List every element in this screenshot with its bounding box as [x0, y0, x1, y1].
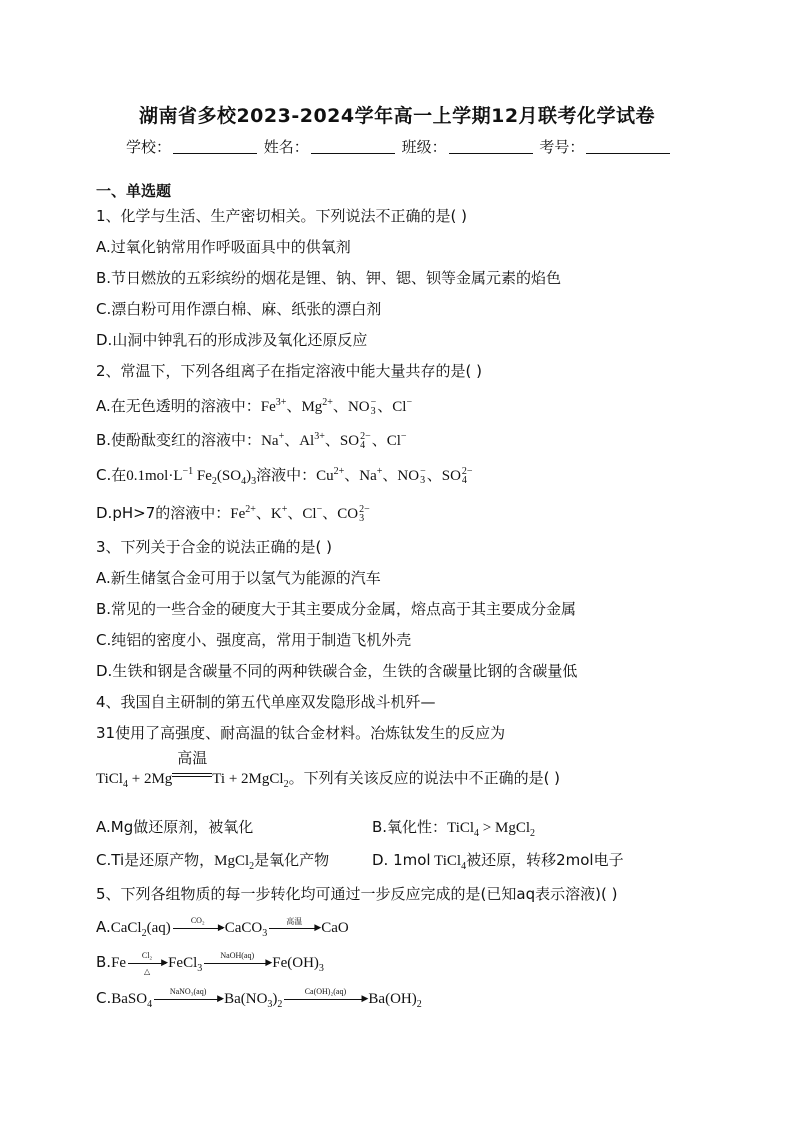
q4-stem-line1: 4、我国自主研制的第五代单座双发隐形战斗机歼—: [96, 693, 436, 711]
reaction-arrow: Cl₂ ▶ △: [128, 955, 166, 971]
reaction-arrow: NaNO₃(aq) ▶: [154, 991, 222, 1007]
q4-option-d: D. 1mol TiCl$_4$被还原，转移2mol电子: [372, 851, 624, 872]
q5-option-c: C.BaSO$_4$ NaNO₃(aq) ▶ $Ba(NO_3)_2$ Ca(OH)₂(aq) ▶ $Ba(OH)_2$: [96, 986, 422, 1010]
q4-equation-line: TiCl$_4$ + 2Mg 高温 Ti + 2MgCl$_2$。下列有关该反应的说法中不正确的是( ): [96, 749, 561, 790]
reaction-arrow: NaOH(aq) ▶: [204, 955, 270, 971]
q5-option-a: A.CaCl$_2$(aq) CO₂ ▶ CaCO$_3$ 高温 ▶ CaO: [96, 915, 349, 939]
q3-option-a: A.新生储氢合金可用于以氢气为能源的汽车: [96, 569, 381, 587]
class-blank[interactable]: [449, 139, 533, 154]
q1-option-a: A.过氧化钠常用作呼吸面具中的供氧剂: [96, 238, 351, 256]
school-label: 学校：: [126, 138, 172, 156]
q2-option-c: C.在$0.1mol\cdot L^{-1}$ $Fe_2(SO_4)_3$溶液中：$Cu^{2+}$、Na+、NO − 3 、SO 2− 4: [96, 465, 473, 487]
q1-stem: 1、化学与生活、生产密切相关。下列说法不正确的是( ): [96, 207, 468, 225]
number-label: 考号：: [539, 138, 585, 156]
section-heading: 一、单选题: [96, 182, 172, 200]
q3-option-b: B.常见的一些合金的硬度大于其主要成分金属，熔点高于其主要成分金属: [96, 600, 577, 618]
q3-option-c: C.纯铝的密度小、强度高，常用于制造飞机外壳: [96, 631, 412, 649]
q2-option-b: B.使酚酞变红的溶液中：Na+、$Al^{3+}$、SO 2− 4 、Cl−: [96, 430, 407, 451]
name-blank[interactable]: [311, 139, 395, 154]
q5-stem: 5、下列各组物质的每一步转化均可通过一步反应完成的是(已知aq表示溶液)( ): [96, 885, 618, 903]
q2-stem: 2、常温下，下列各组离子在指定溶液中能大量共存的是( ): [96, 362, 483, 380]
number-blank[interactable]: [586, 139, 670, 154]
school-blank[interactable]: [173, 139, 257, 154]
student-info-line: [126, 136, 672, 157]
q4-option-b: B.氧化性：TiCl$_4$ > MgCl$_2$: [372, 818, 536, 839]
q1-option-c: C.漂白粉可用作漂白棉、麻、纸张的漂白剂: [96, 300, 382, 318]
q2-option-a: A.在无色透明的溶液中：$Fe^{3+}$、$Mg^{2+}$、NO − 3 、Cl−: [96, 396, 413, 417]
reaction-arrow: CO₂ ▶: [173, 920, 223, 936]
q3-stem: 3、下列关于合金的说法正确的是( ): [96, 538, 333, 556]
name-label: 姓名：: [263, 138, 309, 156]
class-label: 班级：: [401, 138, 447, 156]
q3-option-d: D.生铁和钢是含碳量不同的两种铁碳合金，生铁的含碳量比钢的含碳量低: [96, 662, 578, 680]
reaction-arrow: 高温 ▶: [269, 920, 319, 936]
q2-option-d: D.pH>7的溶液中：$Fe^{2+}$、K+、Cl−、CO 2− 3: [96, 503, 370, 524]
q4-option-a: A.Mg做还原剂，被氧化: [96, 818, 254, 836]
q4-option-c: C.Ti是还原产物，MgCl$_2$是氧化产物: [96, 851, 330, 872]
q1-option-b: B.节日燃放的五彩缤纷的烟花是锂、钠、钾、锶、钡等金属元素的焰色: [96, 269, 562, 287]
q1-option-d: D.山洞中钟乳石的形成涉及氧化还原反应: [96, 331, 368, 349]
high-temp-condition: 高温: [172, 767, 212, 783]
page-title: 湖南省多校2023-2024学年高一上学期12月联考化学试卷: [138, 105, 656, 127]
reaction-arrow: Ca(OH)₂(aq) ▶: [284, 991, 366, 1007]
q4-stem-line2: 31使用了高强度、耐高温的钛合金材料。冶炼钛发生的反应为: [96, 724, 506, 742]
q5-option-b: B.Fe Cl₂ ▶ △ FeCl$_3$ NaOH(aq) ▶ $Fe(OH)_3$: [96, 950, 324, 976]
